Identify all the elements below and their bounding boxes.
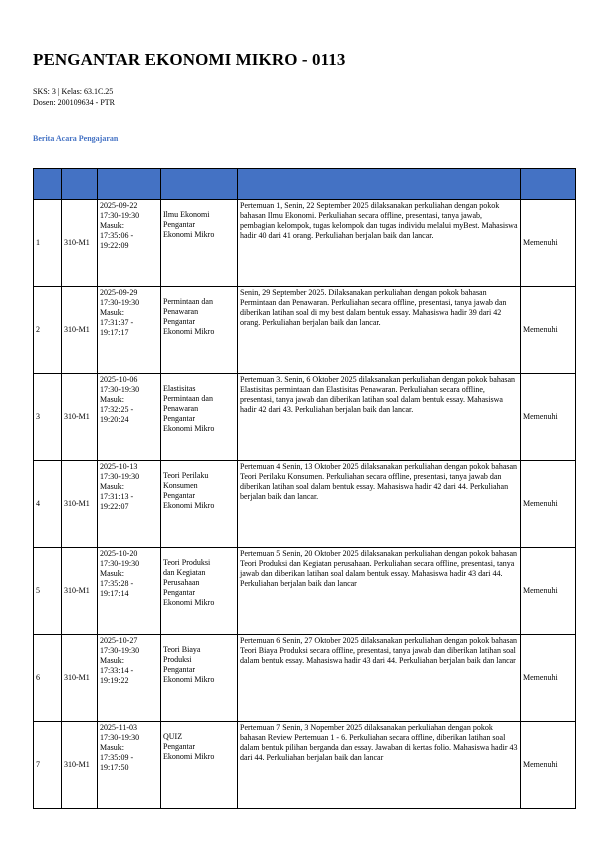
- schedule-masuk: 17:35:09 -: [100, 753, 134, 762]
- schedule-cell: [98, 722, 161, 809]
- topic-line: Ekonomi Mikro: [163, 501, 215, 510]
- page-title: PENGANTAR EKONOMI MIKRO - 0113: [33, 50, 346, 69]
- schedule-cell: [98, 374, 161, 461]
- schedule-date: 2025-10-13: [100, 462, 138, 471]
- class-cell: [62, 374, 98, 461]
- class-cell: [62, 722, 98, 809]
- class-cell: [62, 200, 98, 287]
- topic-cell: [161, 374, 238, 461]
- topic-line: Permintaan dan: [163, 297, 213, 306]
- schedule-keluar: 19:17:50: [100, 763, 129, 772]
- status-text: Memenuhi: [523, 673, 558, 682]
- table-row: [34, 287, 576, 374]
- topic-line: Teori Perilaku: [163, 471, 209, 480]
- schedule-masuk: 17:32:25 -: [100, 405, 134, 414]
- class-code: 310-M1: [64, 760, 90, 769]
- class-code: 310-M1: [64, 412, 90, 421]
- header-cell: [34, 169, 62, 200]
- row-number-cell: [34, 461, 62, 548]
- topic-line: dan Kegiatan: [163, 568, 206, 577]
- topic-line: Pengantar: [163, 220, 195, 229]
- status-text: Memenuhi: [523, 760, 558, 769]
- description-cell: [238, 461, 521, 548]
- schedule-masuk-label: Masuk:: [100, 482, 124, 491]
- class-code: 310-M1: [64, 499, 90, 508]
- status-cell: [521, 287, 576, 374]
- topic-line: Ekonomi Mikro: [163, 230, 215, 239]
- topic-cell: [161, 461, 238, 548]
- class-code: 310-M1: [64, 238, 90, 247]
- schedule-time: 17:30-19:30: [100, 733, 140, 742]
- topic-line: Elastisitas: [163, 384, 196, 393]
- row-number: 7: [36, 760, 40, 769]
- description-text: Pertemuan 6 Senin, 27 Oktober 2025 dilaksanakan perkuliahan dengan pokok bahasan Teori Biaya Produksi secara offline, presentasi, tanya jawab dan diberikan latihan soal dalam bentuk essay. Mahasiswa hadir 43 dari 44. Perkuliahan berjalan baik dan lancar: [240, 636, 518, 665]
- topic-line: Ilmu Ekonomi: [163, 210, 210, 219]
- header-cell: [98, 169, 161, 200]
- class-cell: [62, 548, 98, 635]
- description-text: Pertemuan 4 Senin, 13 Oktober 2025 dilaksanakan perkuliahan dengan pokok bahasan Teori Perilaku Konsumen. Perkuliahan secara offline, presentasi, tanya jawab dan diberikan latihan soal dalam bentuk essay. Mahasiswa hadir 42 dari 44. Perkuliahan berjalan baik dan lancar.: [240, 462, 518, 501]
- description-cell: [238, 635, 521, 722]
- status-text: Memenuhi: [523, 325, 558, 334]
- table-header-bar: [34, 169, 576, 200]
- table-row: [34, 200, 576, 287]
- header-cell: [521, 169, 576, 200]
- topic-line: Konsumen: [163, 481, 198, 490]
- description-cell: [238, 287, 521, 374]
- schedule-masuk-label: Masuk:: [100, 308, 124, 317]
- schedule-date: 2025-11-03: [100, 723, 138, 732]
- topic-line: Pengantar: [163, 742, 195, 751]
- header-cell: [161, 169, 238, 200]
- schedule-time: 17:30-19:30: [100, 472, 140, 481]
- topic-line: Ekonomi Mikro: [163, 752, 215, 761]
- schedule-date: 2025-09-22: [100, 201, 138, 210]
- topic-cell: [161, 287, 238, 374]
- topic-cell: [161, 200, 238, 287]
- row-number: 1: [36, 238, 40, 247]
- row-number: 4: [36, 499, 40, 508]
- topic-line: Teori Produksi: [163, 558, 211, 567]
- status-text: Memenuhi: [523, 586, 558, 595]
- description-text: Pertemuan 7 Senin, 3 Nopember 2025 dilaksanakan perkuliahan dengan pokok bahasan Review Pertemuan 1 - 6. Perkuliahan secara offline, diberikan latihan soal dalam bentuk pilihan berganda dan essay. Jawaban di kertas folio. Mahasiswa hadir 43 dari 44. Perkuliahan berjalan baik dan lancar: [240, 723, 518, 762]
- lecturer-info: Dosen: 200109634 - PTR: [33, 98, 115, 107]
- status-cell: [521, 548, 576, 635]
- class-code: 310-M1: [64, 325, 90, 334]
- schedule-time: 17:30-19:30: [100, 385, 140, 394]
- schedule-keluar: 19:19:22: [100, 676, 129, 685]
- topic-line: Pengantar: [163, 588, 195, 597]
- schedule-masuk: 17:35:06 -: [100, 231, 134, 240]
- row-number-cell: [34, 200, 62, 287]
- schedule-cell: [98, 287, 161, 374]
- topic-line: Ekonomi Mikro: [163, 675, 215, 684]
- topic-line: Ekonomi Mikro: [163, 327, 215, 336]
- row-number: 3: [36, 412, 40, 421]
- row-number: 5: [36, 586, 40, 595]
- schedule-keluar: 19:17:17: [100, 328, 129, 337]
- section-title: Berita Acara Pengajaran: [33, 134, 119, 143]
- schedule-masuk: 17:31:37 -: [100, 318, 134, 327]
- schedule-masuk-label: Masuk:: [100, 569, 124, 578]
- schedule-masuk-label: Masuk:: [100, 221, 124, 230]
- description-text: Pertemuan 1, Senin, 22 September 2025 dilaksanakan perkuliahan dengan pokok bahasan Ilmu Ekonomi. Perkuliahan secara offline, presentasi, tanya jawab, pembagian kelompok, tugas kelompok dan tugas individu melalui myBest. Mahasiswa hadir 40 dari 41 orang. Perkuliahan berjalan baik dan lancar.: [240, 201, 518, 240]
- topic-line: Pengantar: [163, 491, 195, 500]
- class-code: 310-M1: [64, 586, 90, 595]
- topic-cell: [161, 722, 238, 809]
- topic-cell: [161, 635, 238, 722]
- table-row: [34, 374, 576, 461]
- schedule-time: 17:30-19:30: [100, 298, 140, 307]
- schedule-cell: [98, 461, 161, 548]
- schedule-date: 2025-10-20: [100, 549, 138, 558]
- status-text: Memenuhi: [523, 499, 558, 508]
- description-cell: [238, 722, 521, 809]
- schedule-cell: [98, 548, 161, 635]
- schedule-keluar: 19:20:24: [100, 415, 129, 424]
- topic-cell: [161, 548, 238, 635]
- row-number-cell: [34, 374, 62, 461]
- class-cell: [62, 461, 98, 548]
- table-row: [34, 722, 576, 809]
- status-cell: [521, 461, 576, 548]
- schedule-date: 2025-09-29: [100, 288, 138, 297]
- class-cell: [62, 635, 98, 722]
- table-row: [34, 461, 576, 548]
- description-text: Pertemuan 5 Senin, 20 Oktober 2025 dilaksanakan perkuliahan dengan pokok bahasan Teori Produksi dan Kegiatan perusahaan. Perkuliahan secara offline, presentasi, tanya jawab dan diberikan latihan soal dalam bentuk essay. Mahasiswa hadir 43 dari 44. Perkuliahan berjalan baik dan lancar: [240, 549, 518, 588]
- schedule-keluar: 19:22:07: [100, 502, 129, 511]
- course-info: SKS: 3 | Kelas: 63.1C.25: [33, 87, 114, 96]
- row-number: 6: [36, 673, 40, 682]
- topic-line: Permintaan dan: [163, 394, 213, 403]
- schedule-time: 17:30-19:30: [100, 559, 140, 568]
- schedule-time: 17:30-19:30: [100, 211, 140, 220]
- topic-line: Perusahaan: [163, 578, 200, 587]
- description-text: Senin, 29 September 2025. Dilaksanakan perkuliahan dengan pokok bahasan Permintaan dan Penawaran. Perkuliahan secara offline, presentasi, tanya jawab dan diberikan latihan soal di my best dalam bentuk essay. Mahasiswa hadir 39 dari 42 orang. Perkuliahan berjalan baik dan lancar.: [240, 288, 507, 327]
- teaching-record-table: [33, 168, 576, 809]
- schedule-masuk: 17:35:28 -: [100, 579, 134, 588]
- table-row: [34, 635, 576, 722]
- description-cell: [238, 548, 521, 635]
- row-number-cell: [34, 548, 62, 635]
- schedule-keluar: 19:22:09: [100, 241, 129, 250]
- schedule-date: 2025-10-27: [100, 636, 138, 645]
- table-row: [34, 548, 576, 635]
- topic-line: Pengantar: [163, 317, 195, 326]
- status-cell: [521, 200, 576, 287]
- topic-line: Ekonomi Mikro: [163, 424, 215, 433]
- topic-line: Penawaran: [163, 307, 199, 316]
- header-cell: [238, 169, 521, 200]
- schedule-masuk: 17:33:14 -: [100, 666, 134, 675]
- topic-line: QUIZ: [163, 732, 183, 741]
- topic-line: Pengantar: [163, 414, 195, 423]
- schedule-date: 2025-10-06: [100, 375, 138, 384]
- schedule-cell: [98, 635, 161, 722]
- topic-line: Penawaran: [163, 404, 199, 413]
- schedule-cell: [98, 200, 161, 287]
- schedule-masuk: 17:31:13 -: [100, 492, 134, 501]
- schedule-masuk-label: Masuk:: [100, 743, 124, 752]
- row-number: 2: [36, 325, 40, 334]
- status-cell: [521, 374, 576, 461]
- status-cell: [521, 722, 576, 809]
- header-cell: [62, 169, 98, 200]
- topic-line: Produksi: [163, 655, 192, 664]
- row-number-cell: [34, 722, 62, 809]
- status-text: Memenuhi: [523, 238, 558, 247]
- row-number-cell: [34, 635, 62, 722]
- class-cell: [62, 287, 98, 374]
- topic-line: Pengantar: [163, 665, 195, 674]
- topic-line: Ekonomi Mikro: [163, 598, 215, 607]
- topic-line: Teori Biaya: [163, 645, 201, 654]
- description-cell: [238, 200, 521, 287]
- schedule-masuk-label: Masuk:: [100, 395, 124, 404]
- schedule-masuk-label: Masuk:: [100, 656, 124, 665]
- schedule-keluar: 19:17:14: [100, 589, 129, 598]
- row-number-cell: [34, 287, 62, 374]
- status-cell: [521, 635, 576, 722]
- status-text: Memenuhi: [523, 412, 558, 421]
- description-cell: [238, 374, 521, 461]
- class-code: 310-M1: [64, 673, 90, 682]
- schedule-time: 17:30-19:30: [100, 646, 140, 655]
- description-text: Pertemuan 3. Senin, 6 Oktober 2025 dilaksanakan perkuliahan dengan pokok bahasan Elastisitas permintaan dan Elastisitas Penawaran. Perkuliahan secara offline, presentasi, tanya jawab dan diberikan latihan soal dalam bentuk essay. Mahasiswa hadir 42 dari 43. Perkuliahan berjalan baik dan lancar.: [240, 375, 516, 414]
